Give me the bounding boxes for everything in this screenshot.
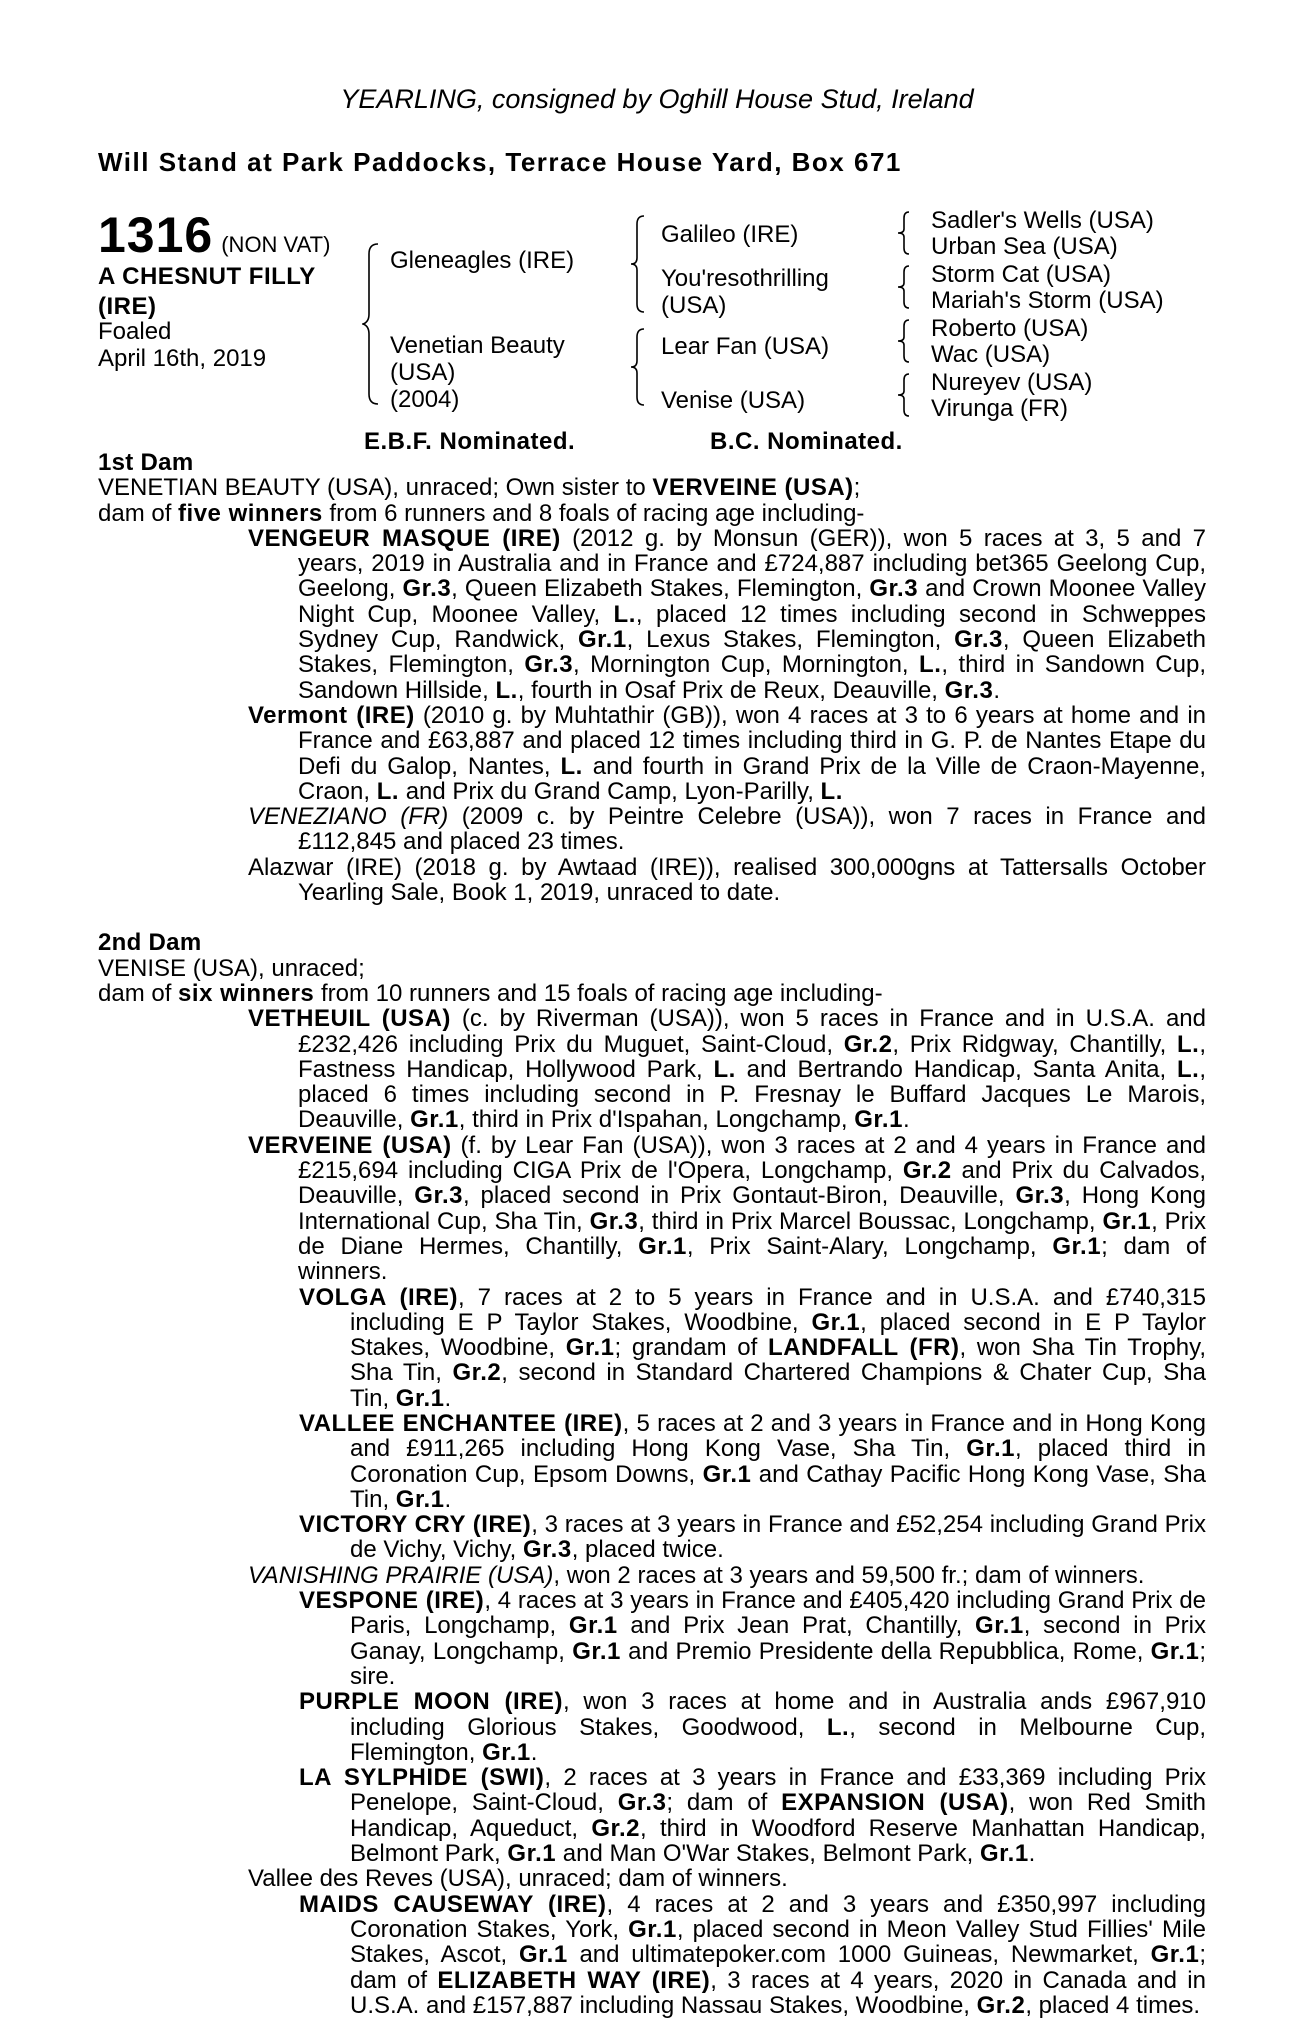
text-run: and Cathay Pacific Hong Kong Vase, Sha Tin,	[350, 1460, 1207, 1513]
first-dam-heading: 1st Dam	[98, 449, 194, 476]
pedigree-sd-dam: Mariah's Storm (USA)	[931, 287, 1164, 314]
progeny-entry	[98, 1006, 1206, 1132]
lot-description	[98, 262, 316, 322]
text-run: .	[444, 1485, 452, 1513]
pedigree-sd-sire: Storm Cat (USA)	[931, 261, 1112, 288]
progeny-entry	[98, 804, 1206, 855]
progeny-entry	[98, 1411, 1206, 1512]
bold-text: VALLEE ENCHANTEE (IRE)	[299, 1409, 623, 1437]
bold-text: VICTORY CRY (IRE)	[299, 1511, 532, 1539]
bold-text: L.	[495, 676, 518, 704]
bold-text: Gr.1	[975, 1612, 1024, 1640]
text-run: , 4 races at 3 years in France and £405,420 including Grand Prix de Paris, Longchamp,	[350, 1587, 1207, 1640]
pedigree-brace-main	[362, 242, 382, 406]
text-run: , Hong Kong International Cup, Sha Tin,	[298, 1182, 1207, 1235]
bold-text: Gr.1	[395, 1384, 445, 1412]
bold-text: Gr.1	[979, 1840, 1029, 1868]
foaled-info	[98, 318, 266, 372]
text-run: (2009 c. by Peintre Celebre (USA)), won 7 races in France and £112,845 and placed 23 times.	[298, 803, 1206, 856]
progeny-entry	[98, 526, 1206, 703]
pedigree-ss-dam: Urban Sea (USA)	[931, 233, 1118, 260]
bold-text: PURPLE MOON (IRE)	[299, 1688, 563, 1716]
bold-text: Gr.1	[702, 1460, 752, 1488]
lot-heading	[98, 206, 330, 264]
first-dam-summary	[98, 501, 1206, 526]
text-run: .	[1028, 1840, 1036, 1868]
bold-text: Gr.3	[1015, 1182, 1065, 1210]
bold-text: Gr.3	[954, 626, 1003, 654]
text-run: ; sire.	[350, 1637, 1206, 1690]
bold-text: Gr.1	[565, 1334, 615, 1362]
text-run: , Prix de Diane Hermes, Chantilly,	[298, 1207, 1206, 1260]
text-run: (f. by Lear Fan (USA)), won 3 races at 2 and 4 years in France and £215,694 including CIGA Prix de l'Opera, Longchamp,	[298, 1131, 1206, 1185]
text-run: , placed second in Prix Gontaut-Biron, Deauville,	[462, 1182, 1016, 1210]
pedigree-ds-sire: Roberto (USA)	[931, 315, 1089, 342]
text-run: , 4 races at 2 and 3 years and £350,997 including Coronation Stakes, York,	[350, 1890, 1206, 1943]
bold-text: Gr.3	[522, 1536, 572, 1564]
text-run: ; grandam of	[614, 1334, 769, 1362]
bold-text: Gr.1	[568, 1612, 618, 1640]
pedigree-brace-ds	[897, 318, 913, 364]
lot-description-line: (IRE)	[98, 293, 157, 320]
bold-text: Gr.3	[944, 676, 994, 704]
bold-text: Gr.1	[1052, 1232, 1102, 1260]
bold-text: Gr.3	[617, 1789, 667, 1817]
text-run: and Man O'War Stakes, Belmont Park,	[556, 1840, 980, 1868]
bold-text: L.	[376, 777, 400, 805]
text-run: , Fastness Handicap, Hollywood Park,	[298, 1030, 1206, 1083]
text-run: VENISE (USA), unraced;	[98, 954, 365, 982]
text-run: .	[902, 1106, 910, 1134]
text-run: , second in Prix Ganay, Longchamp,	[350, 1612, 1206, 1665]
pedigree-sire-dam-line: You'resothrilling	[661, 265, 829, 292]
pedigree-dd-dam: Virunga (FR)	[931, 395, 1068, 422]
text-run: , placed second in E P Taylor Stakes, Woodbine,	[350, 1308, 1206, 1362]
pedigree-ss-sire: Sadler's Wells (USA)	[931, 207, 1154, 234]
bold-text: Gr.1	[1102, 1207, 1152, 1235]
pedigree-brace-dd	[897, 372, 913, 418]
progeny-entry	[98, 1866, 1206, 1891]
bold-text: L.	[613, 600, 636, 628]
progeny-entry	[98, 1765, 1206, 1866]
pedigree-dam-line: (USA)	[390, 359, 456, 386]
bold-text: Gr.1	[1150, 1941, 1200, 1969]
text-run: , Lexus Stakes, Flemington,	[626, 626, 955, 654]
pedigree-dam-sire: Lear Fan (USA)	[661, 333, 830, 360]
text-run: , won Sha Tin Trophy, Sha Tin,	[350, 1334, 1206, 1387]
bold-text: Gr.2	[902, 1157, 952, 1185]
pedigree-dam	[390, 332, 565, 413]
bold-text: Vermont (IRE)	[248, 701, 415, 729]
text-run: ; dam of	[350, 1941, 1206, 1994]
first-dam-progeny	[98, 526, 1206, 905]
pedigree-brace-dam	[630, 327, 648, 407]
progeny-entry	[98, 1512, 1206, 1563]
italic-text: VENEZIANO (FR)	[248, 803, 449, 831]
section-gap	[98, 905, 1206, 930]
bold-text: Gr.2	[452, 1359, 502, 1387]
progeny-entry	[98, 1563, 1206, 1588]
bold-text: Gr.1	[395, 1485, 445, 1513]
bold-text: VERVEINE (USA)	[652, 474, 854, 502]
text-run: , third in Prix d'Ispahan, Longchamp,	[458, 1106, 855, 1134]
text-run: from 10 runners and 15 foals of racing age including-	[314, 979, 883, 1007]
bold-text: LA SYLPHIDE (SWI)	[299, 1764, 545, 1792]
text-run: , Queen Elizabeth Stakes, Flemington,	[298, 626, 1207, 679]
pedigree-sire: Gleneagles (IRE)	[390, 247, 575, 274]
text-run: , fourth in Osaf Prix de Reux, Deauville,	[517, 676, 945, 704]
bold-text: VESPONE (IRE)	[299, 1587, 485, 1615]
text-run: , third in Sandown Cup, Sandown Hillside,	[298, 651, 1207, 704]
bold-text: Gr.2	[843, 1030, 893, 1058]
pedigree-ds-dam: Wac (USA)	[931, 341, 1051, 368]
bold-text: VENGEUR MASQUE (IRE)	[248, 524, 561, 552]
bold-text: Gr.1	[482, 1738, 531, 1766]
bold-text: Gr.1	[1150, 1637, 1200, 1665]
text-run: Alazwar (IRE) (2018 g. by Awtaad (IRE)), realised 300,000gns at Tattersalls October Yearling Sale, Book 1, 2019, unraced to date.	[248, 853, 1206, 907]
bold-text: VERVEINE (USA)	[248, 1131, 452, 1159]
bold-text: Gr.1	[854, 1106, 903, 1134]
pedigree-sire-dam	[661, 265, 829, 319]
pedigree-dam-line: (2004)	[390, 386, 460, 413]
text-run: , placed 12 times including second in Schweppes Sydney Cup, Randwick,	[298, 600, 1206, 654]
progeny-entry	[98, 1588, 1206, 1689]
text-run: , won 2 races at 3 years and 59,500 fr.; dam of winners.	[553, 1561, 1145, 1589]
progeny-entry	[98, 1285, 1206, 1411]
bold-text: Gr.3	[414, 1182, 463, 1210]
pedigree-brace-sd	[897, 264, 913, 310]
second-dam-intro	[98, 956, 1206, 981]
text-run: and Prix Jean Prat, Chantilly,	[617, 1612, 976, 1640]
text-run: , 5 races at 2 and 3 years in France and in Hong Kong and £911,265 including Hong Kong Vase, Sha Tin,	[350, 1409, 1206, 1463]
bold-text: Gr.1	[966, 1435, 1015, 1463]
progeny-entry	[98, 855, 1206, 906]
pedigree-sire-sire: Galileo (IRE)	[661, 221, 799, 248]
family-notes	[98, 450, 1206, 2018]
second-dam-heading: 2nd Dam	[98, 929, 202, 957]
pedigree-sire-dam-line: (USA)	[661, 292, 727, 319]
text-run: .	[444, 1384, 452, 1412]
text-run: , third in Prix Marcel Boussac, Longchamp,	[638, 1207, 1103, 1235]
bold-text: L.	[713, 1055, 736, 1083]
text-run: ; dam of	[666, 1789, 782, 1817]
text-run: (2012 g. by Monsun (GER)), won 5 races at 3, 5 and 7 years, 2019 in Australia and in France and £724,887 including bet365 Geelong Cup, Geelong,	[298, 524, 1207, 603]
text-run: , 3 races at 4 years, 2020 in Canada and in U.S.A. and £157,887 including Nassau Stakes, Woodbine,	[350, 1966, 1206, 2019]
bold-text: MAIDS CAUSEWAY (IRE)	[299, 1890, 607, 1918]
text-run: , second in Melbourne Cup, Flemington,	[350, 1713, 1206, 1766]
bold-text: L.	[919, 651, 942, 679]
progeny-entry	[98, 1892, 1206, 2018]
text-run: and Crown Moonee Valley Night Cup, Moonee Valley,	[298, 575, 1206, 628]
text-run: , won 3 races at home and in Australia ands £967,910 including Glorious Stakes, Goodwood,	[350, 1688, 1206, 1741]
text-run: , second in Standard Chartered Champions & Chater Cup, Sha Tin,	[350, 1359, 1206, 1412]
text-run: and ultimatepoker.com 1000 Guineas, Newmarket,	[567, 1941, 1151, 1969]
text-run: and Prix du Calvados, Deauville,	[298, 1157, 1206, 1210]
bold-text: Gr.1	[507, 1840, 557, 1868]
progeny-entry	[98, 1133, 1206, 1285]
bold-text: VOLGA (IRE)	[299, 1283, 458, 1311]
bold-text: Gr.3	[589, 1207, 639, 1235]
bold-text: Gr.3	[402, 575, 452, 603]
text-run: , third in Woodford Reserve Manhattan Handicap, Belmont Park,	[350, 1814, 1206, 1868]
text-run: , placed third in Coronation Cup, Epsom Downs,	[350, 1435, 1207, 1488]
bold-text: Gr.3	[869, 575, 919, 603]
text-run: ;	[853, 474, 861, 502]
text-run: dam of	[98, 979, 179, 1007]
bc-nomination: B.C. Nominated.	[710, 428, 903, 455]
text-run: , Prix Saint-Alary, Longchamp,	[686, 1232, 1053, 1260]
pedigree-dd-sire: Nureyev (USA)	[931, 369, 1093, 396]
text-run: Vallee des Reves (USA), unraced; dam of winners.	[248, 1865, 788, 1893]
progeny-entry	[98, 703, 1206, 804]
bold-text: Gr.1	[628, 1915, 677, 1943]
bold-text: L.	[1177, 1055, 1200, 1083]
bold-text: L.	[826, 1713, 850, 1741]
text-run: (2010 g. by Muhtathir (GB)), won 4 races at 3 to 6 years at home and in France and £63,887 and placed 12 times including third in G. P. de Nantes Etape du Defi du Galop, Nantes,	[298, 701, 1207, 780]
text-run: and Bertrando Handicap, Santa Anita,	[735, 1055, 1177, 1083]
foaled-label: Foaled	[98, 318, 172, 345]
bold-text: L.	[1176, 1030, 1200, 1058]
bold-text: six winners	[178, 979, 315, 1007]
progeny-entry	[98, 1689, 1206, 1765]
consignor-line: YEARLING, consigned by Oghill House Stud, Ireland	[340, 84, 974, 114]
vat-status: (NON VAT)	[221, 232, 331, 257]
text-run: (c. by Riverman (USA)), won 5 races in France and in U.S.A. and £232,426 including Prix du Muguet, Saint-Cloud,	[298, 1005, 1206, 1058]
second-dam-summary	[98, 981, 1206, 1006]
text-run: and Premio Presidente della Repubblica, Rome,	[620, 1637, 1151, 1665]
pedigree-brace-sire	[630, 214, 648, 314]
lot-number: 1316	[98, 207, 214, 263]
stand-location-line: Will Stand at Park Paddocks, Terrace House Yard, Box 671	[98, 147, 902, 177]
text-run: , won Red Smith Handicap, Aqueduct,	[350, 1789, 1207, 1842]
pedigree-brace-ss	[897, 210, 913, 256]
ebf-nomination: E.B.F. Nominated.	[364, 428, 576, 455]
text-run: , 3 races at 3 years in France and £52,254 including Grand Prix de Vichy, Vichy,	[350, 1511, 1206, 1564]
second-dam-progeny	[98, 1006, 1206, 2018]
text-run: , Queen Elizabeth Stakes, Flemington,	[451, 575, 870, 603]
text-run: ; dam of winners.	[298, 1232, 1207, 1286]
text-run: , Prix Ridgway, Chantilly,	[892, 1030, 1177, 1058]
bold-text: ELIZABETH WAY (IRE)	[437, 1966, 711, 1994]
text-run: , Mornington Cup, Mornington,	[573, 651, 920, 679]
bold-text: Gr.1	[572, 1637, 621, 1665]
text-run: , placed twice.	[571, 1536, 724, 1564]
text-run: , 7 races at 2 to 5 years in France and in U.S.A. and £740,315 including E P Taylor Stakes, Woodbine,	[350, 1283, 1207, 1336]
text-run: and Prix du Grand Camp, Lyon-Parilly,	[399, 777, 821, 805]
text-run: VENETIAN BEAUTY (USA), unraced; Own sister to	[98, 474, 653, 502]
text-run: , placed 6 times including second in P. Fresnay le Buffard Jacques Le Marois, Deauville,	[298, 1055, 1206, 1134]
lot-description-line: A CHESNUT FILLY	[98, 263, 316, 290]
text-run: , 2 races at 3 years in France and £33,369 including Prix Penelope, Saint-Cloud,	[350, 1764, 1207, 1817]
text-run: and fourth in Grand Prix de la Ville de Craon-Mayenne, Craon,	[298, 752, 1206, 805]
text-run: , placed second in Meon Valley Stud Fillies' Mile Stakes, Ascot,	[350, 1915, 1206, 1969]
text-run: .	[530, 1738, 538, 1766]
first-dam-intro	[98, 475, 1206, 500]
bold-text: Gr.1	[577, 626, 627, 654]
bold-text: Gr.2	[591, 1814, 641, 1842]
bold-text: L.	[820, 777, 843, 805]
pedigree-dam-dam: Venise (USA)	[661, 387, 806, 414]
bold-text: Gr.1	[638, 1232, 687, 1260]
bold-text: Gr.2	[976, 1991, 1026, 2019]
bold-text: Gr.3	[524, 651, 574, 679]
pedigree-dam-line: Venetian Beauty	[390, 332, 565, 359]
bold-text: LANDFALL (FR)	[768, 1334, 960, 1362]
foaled-date: April 16th, 2019	[98, 345, 267, 372]
bold-text: VETHEUIL (USA)	[248, 1005, 451, 1033]
bold-text: Gr.1	[518, 1941, 568, 1969]
italic-text: VANISHING PRAIRIE (USA)	[248, 1561, 554, 1589]
bold-text: EXPANSION (USA)	[781, 1789, 1009, 1817]
bold-text: five winners	[178, 499, 323, 527]
bold-text: L.	[560, 752, 583, 780]
text-run: from 6 runners and 8 foals of racing age including-	[322, 499, 865, 527]
bold-text: Gr.1	[410, 1106, 459, 1134]
text-run: , placed 4 times.	[1025, 1991, 1201, 2019]
text-run: dam of	[98, 499, 179, 527]
text-run: .	[993, 676, 1000, 704]
bold-text: Gr.1	[811, 1308, 861, 1336]
